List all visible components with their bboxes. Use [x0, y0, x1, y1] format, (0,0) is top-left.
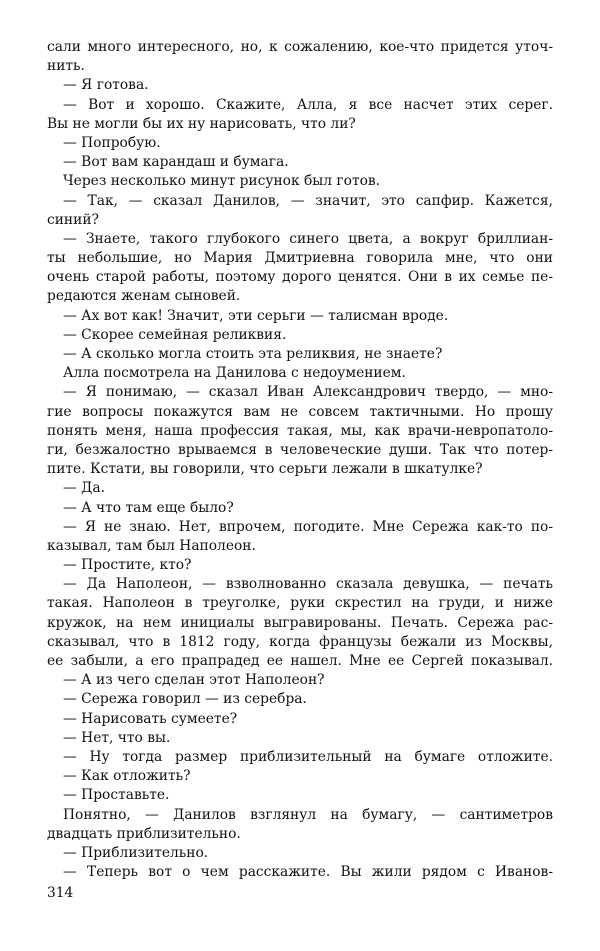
- text-line: казывал, там был Наполеон.: [47, 537, 256, 554]
- text-line: — А что там еще было?: [63, 499, 234, 516]
- text-line: — Я не знаю. Нет, впрочем, погодите. Мне Сережа как-то по-: [63, 518, 553, 535]
- text-line: — А из чего сделан этот Наполеон?: [63, 672, 325, 689]
- text-line: ты небольшие, но Мария Дмитриевна говорила мне, что они: [47, 250, 553, 267]
- text-line: понять меня, наша профессия такая, мы, как врачи-невропатоло-: [47, 422, 553, 439]
- text-line: — Ну тогда размер приблизительный на бумаге отложите.: [63, 748, 553, 765]
- text-line: Понятно, — Данилов взглянул на бумагу, — сантиметров: [63, 806, 553, 823]
- text-line: — Так, — сказал Данилов, — значит, это сапфир. Кажется,: [63, 192, 553, 209]
- text-line: ги, безжалостно врываемся в человеческие души. Так что потер-: [47, 441, 553, 458]
- text-line: — Теперь вот о чем расскажите. Вы жили рядом с Иванов-: [63, 864, 553, 881]
- text-line: Алла посмотрела на Данилова с недоумением.: [63, 365, 406, 382]
- text-line: — Простите, кто?: [63, 557, 192, 574]
- text-line: Вы не могли бы их ну нарисовать, что ли?: [47, 115, 356, 132]
- text-line: сали много интересного, но, к сожалению, кое-что придется уточ-: [47, 39, 553, 55]
- page-text-block: [47, 38, 553, 918]
- text-line: очень старой работы, поэтому дорого ценятся. Они в их семье пе-: [47, 269, 553, 286]
- text-line: — Попробую.: [63, 134, 161, 151]
- text-line: — Как отложить?: [63, 768, 191, 785]
- text-line: сказывал, что в 1812 году, когда французы бежали из Москвы,: [47, 633, 553, 650]
- text-line: — Приблизительно.: [63, 844, 209, 861]
- text-line: такая. Наполеон в треуголке, руки скрестил на груди, и ниже: [47, 595, 553, 612]
- text-line: — Нет, что вы.: [63, 729, 171, 746]
- text-line: редаются женам сыновей.: [47, 288, 241, 305]
- text-line: — Я готова.: [63, 77, 149, 94]
- text-line: нить.: [47, 58, 85, 75]
- text-line: — Ах вот как! Значит, эти серьги — талисман вроде.: [63, 307, 449, 324]
- text-line: пите. Кстати, вы говорили, что серьги лежали в шкатулке?: [47, 461, 483, 478]
- text-line: — Вот вам карандаш и бумага.: [63, 154, 289, 171]
- text-line: — Нарисовать сумеете?: [63, 710, 238, 727]
- text-line: — Я понимаю, — сказал Иван Александрович твердо, — мно-: [63, 384, 553, 401]
- text-line: синий?: [47, 211, 99, 228]
- text-line: — Скорее семейная реликвия.: [63, 326, 287, 343]
- text-line: гие вопросы покажутся вам не совсем тактичными. Но прошу: [47, 403, 553, 420]
- text-line: — Сережа говорил — из серебра.: [63, 691, 307, 708]
- text-line: — Да Наполеон, — взволнованно сказала девушка, — печать: [63, 576, 553, 593]
- text-line: — Вот и хорошо. Скажите, Алла, я все насчет этих серег.: [63, 96, 553, 113]
- text-line: — Да.: [63, 480, 106, 497]
- text-line: двадцать приблизительно.: [47, 825, 241, 842]
- text-line: — Знаете, такого глубокого синего цвета, а вокруг бриллиан-: [63, 230, 553, 247]
- text-line: ее забыли, а его прапрадед ее нашел. Мне ее Сергей показывал.: [47, 653, 553, 669]
- text-line: Через несколько минут рисунок был готов.: [63, 173, 381, 190]
- text-line: — Проставьте.: [63, 787, 170, 804]
- page-number: 314: [47, 885, 74, 901]
- text-line: кружок, на нем инициалы выгравированы. Печать. Сережа рас-: [47, 614, 553, 631]
- text-line: — А сколько могла стоить эта реликвия, не знаете?: [63, 346, 443, 362]
